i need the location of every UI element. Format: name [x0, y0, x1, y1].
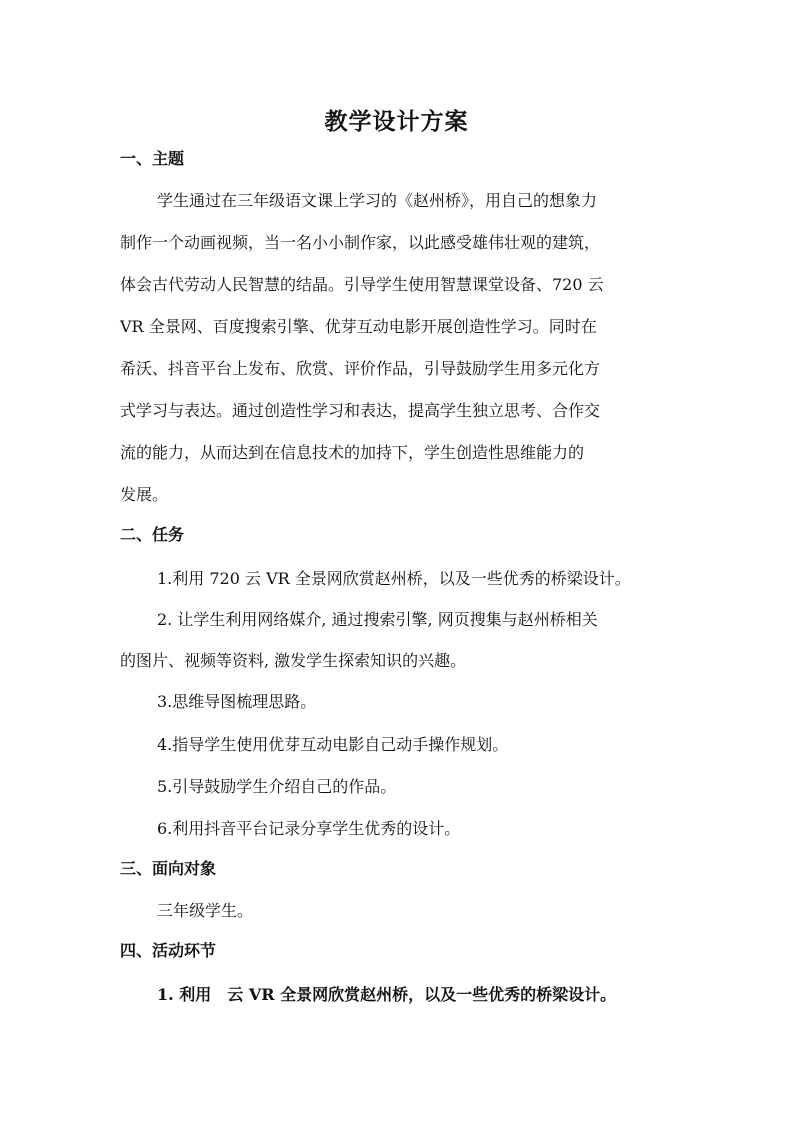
audience-text: 三年级学生。	[157, 901, 254, 920]
topic-paragraph-line: 希沃、抖音平台上发布、欣赏、评价作品，引导鼓励学生用多元化方	[120, 359, 601, 378]
topic-paragraph-line: 体会古代劳动人民智慧的结晶。引导学生使用智慧课堂设备、720 云	[120, 275, 604, 294]
topic-paragraph-line: 式学习与表达。通过创造性学习和表达，提高学生独立思考、合作交	[120, 401, 601, 420]
task-item: 1.利用 720 云 VR 全景网欣赏赵州桥，以及一些优秀的桥梁设计。	[157, 569, 631, 588]
task-item-continuation: 的图片、视频等资料, 激发学生探索知识的兴趣。	[120, 651, 467, 670]
section-heading-topic: 一、主题	[120, 149, 185, 168]
task-item: 3.思维导图梳理思路。	[157, 692, 317, 711]
document-title: 教学设计方案	[324, 108, 469, 135]
task-item: 6.利用抖音平台记录分享学生优秀的设计。	[157, 819, 461, 838]
task-item: 5.引导鼓励学生介绍自己的作品。	[157, 777, 397, 796]
topic-paragraph-line: 发展。	[120, 485, 169, 504]
topic-paragraph-line: 流的能力，从而达到在信息技术的加持下，学生创造性思维能力的	[120, 443, 585, 462]
topic-paragraph-line: 学生通过在三年级语文课上学习的《赵州桥》，用自己的想象力	[157, 191, 598, 210]
topic-paragraph-line: VR 全景网、百度搜索引擎、优芽互动电影开展创造性学习。同时在	[120, 317, 597, 336]
section-heading-tasks: 二、任务	[120, 525, 185, 544]
section-heading-activities: 四、活动环节	[120, 941, 217, 960]
topic-paragraph-line: 制作一个动画视频，当一名小小制作家，以此感受雄伟壮观的建筑，	[120, 233, 601, 252]
task-item: 4.指导学生使用优芽互动电影自己动手操作规划。	[157, 735, 509, 754]
task-item: 2. 让学生利用网络媒介, 通过搜索引擎, 网页搜集与赵州桥相关	[157, 610, 598, 629]
section-heading-audience: 三、面向对象	[120, 859, 217, 878]
activity-item: 1. 利用 云 VR 全景网欣赏赵州桥，以及一些优秀的桥梁设计。	[157, 985, 617, 1004]
